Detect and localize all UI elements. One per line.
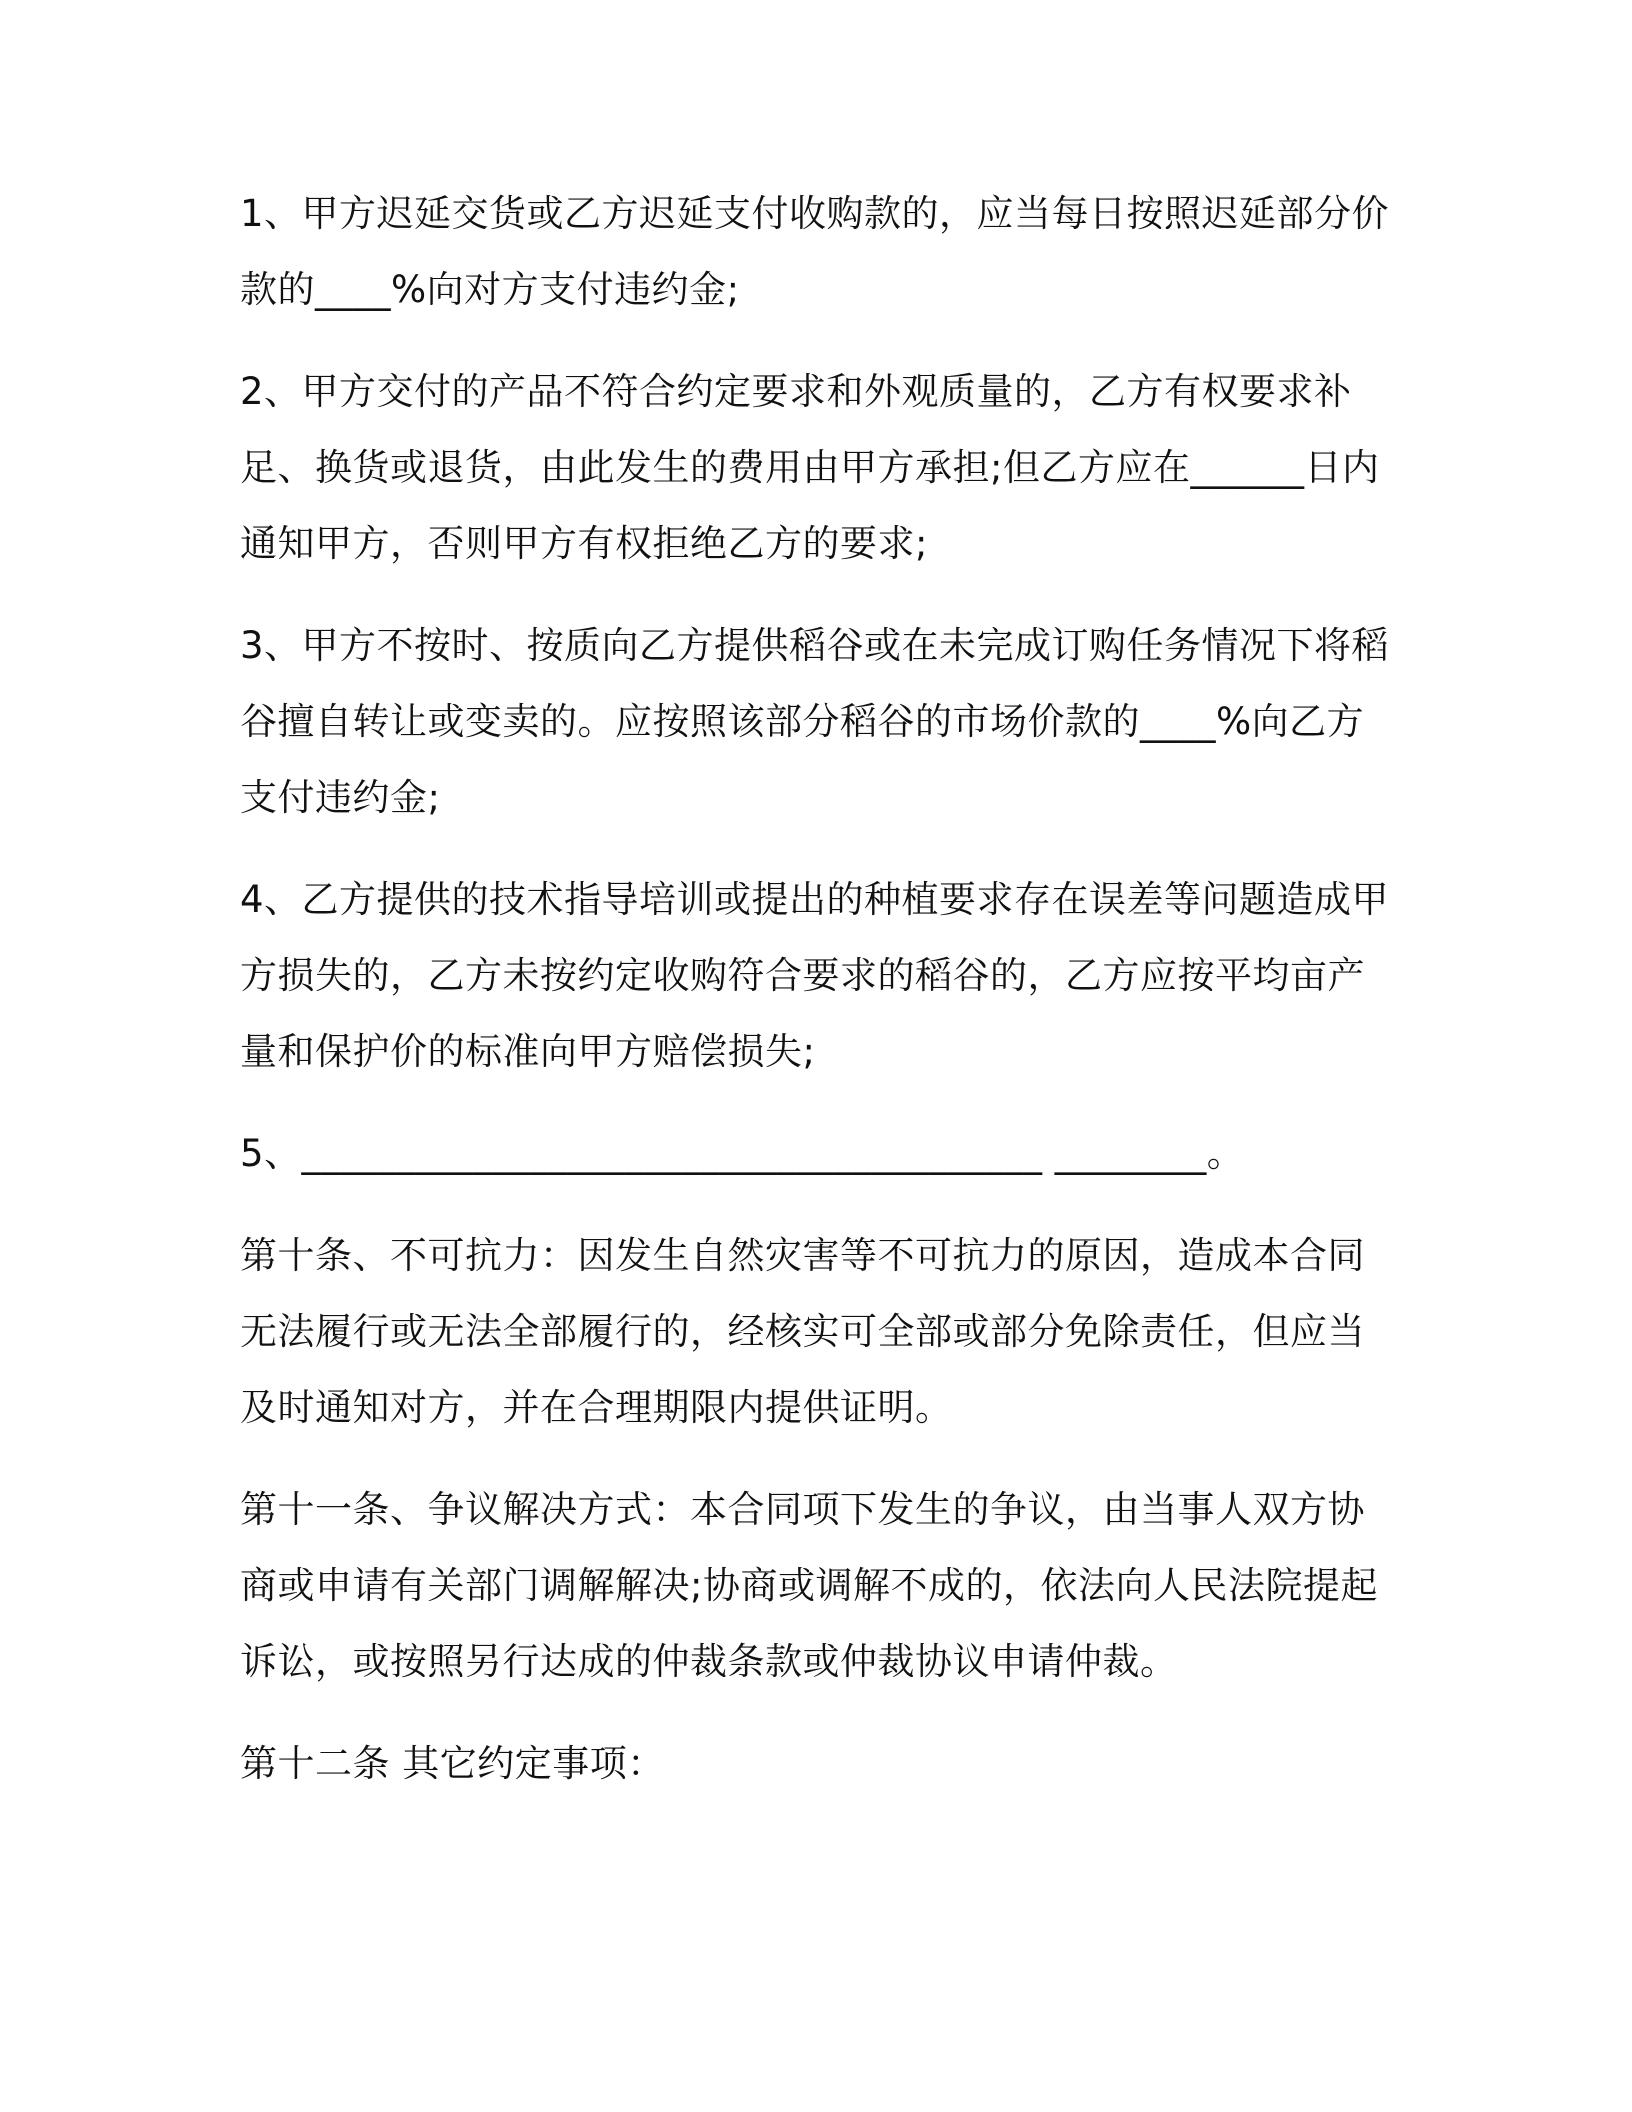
article-12-other-matters: 第十二条 其它约定事项： xyxy=(240,1742,665,1785)
clause-2-quality: 2、甲方交付的产品不符合约定要求和外观质量的，乙方有权要求补足、换货或退货，由此发生的费用由甲方承担;但乙方应在______日内通知甲方，否则甲方有权拒绝乙方的要求; xyxy=(240,370,1380,565)
clause-5-blank: 5、_______________________________________ ________。 xyxy=(240,1132,1245,1175)
clause-3-supply-breach: 3、甲方不按时、按质向乙方提供稻谷或在未完成订购任务情况下将稻谷擅自转让或变卖的。应按照该部分稻谷的市场价款的____%向乙方支付违约金; xyxy=(240,624,1390,819)
clause-4-compensation: 4、乙方提供的技术指导培训或提出的种植要求存在误差等问题造成甲方损失的，乙方未按约定收购符合要求的稻谷的，乙方应按平均亩产量和保护价的标准向甲方赔偿损失; xyxy=(240,878,1390,1073)
article-10-force-majeure: 第十条、不可抗力：因发生自然灾害等不可抗力的原因，造成本合同无法履行或无法全部履行的，经核实可全部或部分免除责任，但应当及时通知对方，并在合理期限内提供证明。 xyxy=(240,1234,1365,1429)
clause-1-late-delivery: 1、甲方迟延交货或乙方迟延支付收购款的，应当每日按照迟延部分价款的____%向对方支付违约金; xyxy=(240,192,1390,311)
article-11-dispute-resolution: 第十一条、争议解决方式：本合同项下发生的争议，由当事人双方协商或申请有关部门调解解决;协商或调解不成的，依法向人民法院提起诉讼，或按照另行达成的仲裁条款或仲裁协议申请仲裁。 xyxy=(240,1488,1378,1683)
document-body xyxy=(240,176,1400,1828)
